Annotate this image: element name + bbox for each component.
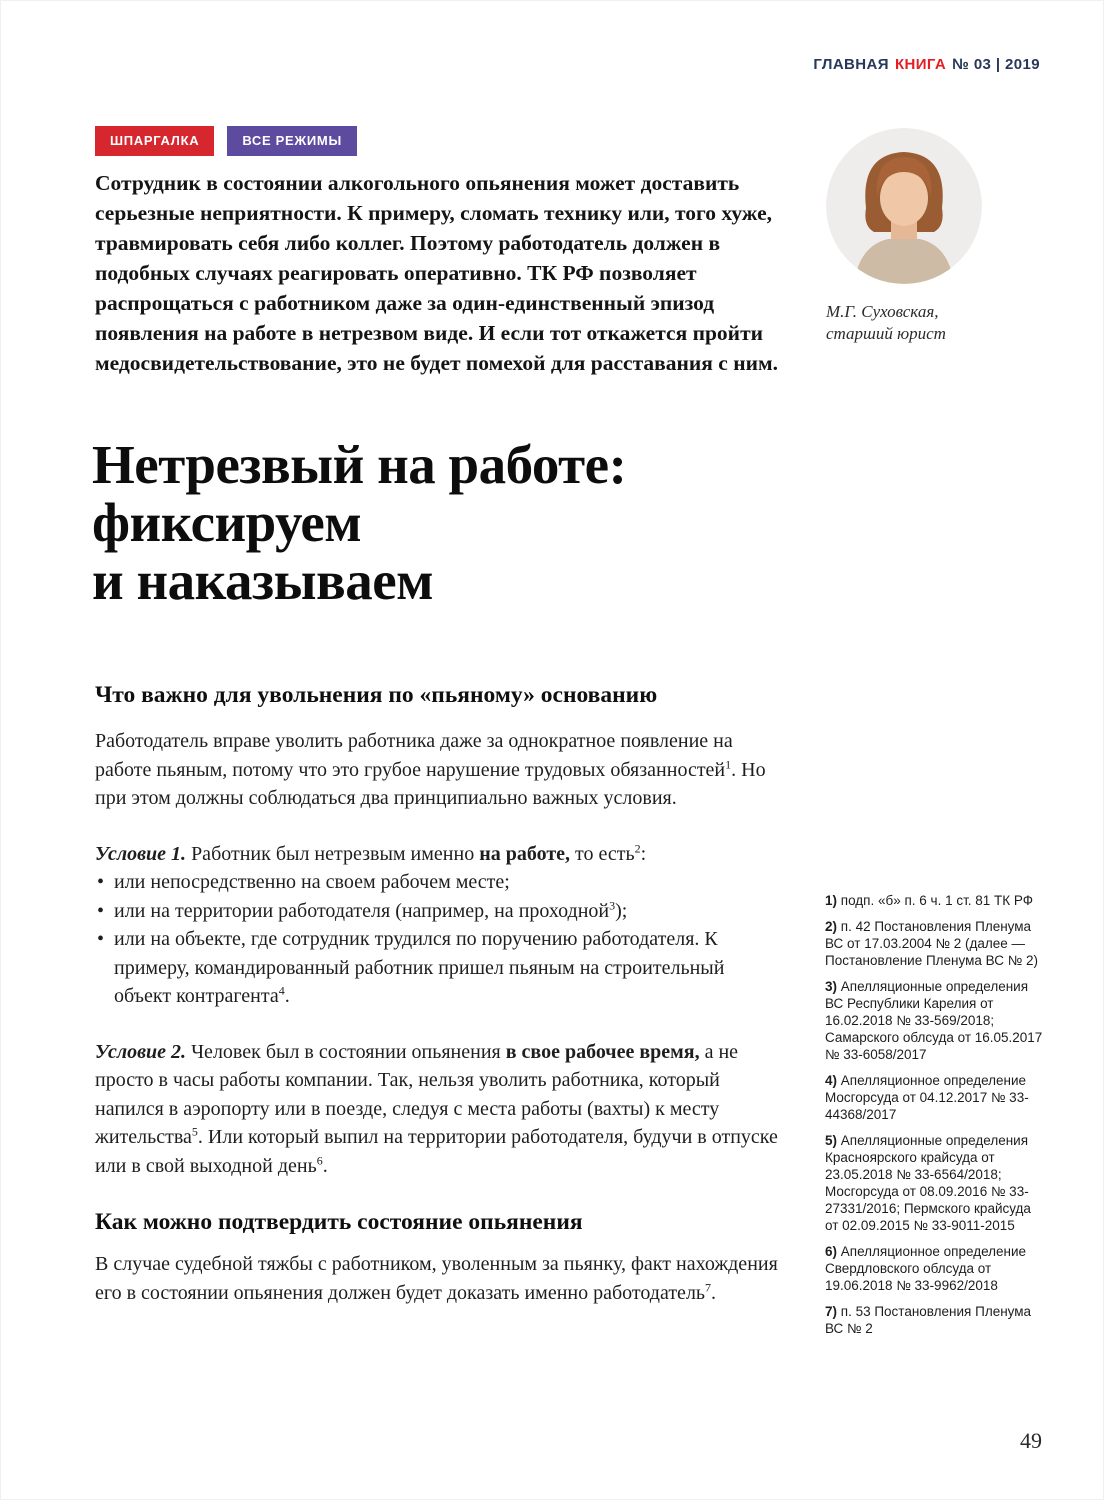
footnote <box>825 1132 1045 1234</box>
footnote-reference: 1 <box>725 756 732 771</box>
text-segment: . <box>322 1154 328 1177</box>
text-segment: Условие 2. <box>95 1040 187 1063</box>
lead-paragraph: Сотрудник в состоянии алкогольного опьянения может доставить серьезные неприятности. К примеру, сломать технику или, того хуже, травмировать себя либо коллег. Поэтому работодатель должен в подобных случаях реагировать оперативно. ТК РФ позволяет распрощаться с работником даже за один-единственный эпизод появления на работе в нетрезвом виде. И если тот откажется пройти медосвидетельствование, это не будет помехой для расставания с ним. <box>95 171 779 375</box>
bullet-item <box>95 925 785 1011</box>
text-segment: . Но при этом должны соблюдаться два принципиально важных условия. <box>95 758 766 809</box>
footnote-reference: 7 <box>705 1279 712 1294</box>
author-role: старший юрист <box>826 324 946 343</box>
footnote-text: п. 42 Постановления Пленума ВС от 17.03.2004 № 2 (далее — Постановление Пленума ВС № 2) <box>825 919 1038 968</box>
bullet-item <box>95 868 785 897</box>
text-segment: Работодатель вправе уволить работника даже за однократное появление на работе пьяным, потому что это грубое нарушение трудовых обязанностей <box>95 730 733 781</box>
footnote-number: 3) <box>825 979 841 994</box>
bullet-item <box>95 897 785 926</box>
author-name: М.Г. Суховская, <box>826 302 939 321</box>
paragraph-condition-2 <box>95 1038 785 1181</box>
text-segment: . Или который выпил на территории работодателя, будучи в отпуске или в свой выходной день <box>95 1126 778 1177</box>
article-title <box>92 436 626 610</box>
footnote-text: п. 53 Постановления Пленума ВС № 2 <box>825 1304 1032 1336</box>
footnotes-sidebar <box>825 892 1045 1346</box>
paragraph-condition-1 <box>95 840 785 869</box>
footnote-number: 1) <box>825 893 841 908</box>
article-title-line2: фиксируем <box>92 492 362 553</box>
footnote <box>825 1303 1045 1337</box>
brand-name-primary: ГЛАВНАЯ <box>813 56 889 73</box>
footnote-reference: 6 <box>316 1152 323 1167</box>
author-caption <box>826 301 1044 345</box>
footnote-reference: 3 <box>609 897 616 912</box>
text-segment: или на территории работодателя (например, на проходной <box>114 899 610 922</box>
footnote <box>825 918 1045 969</box>
footnote <box>825 978 1045 1063</box>
footnote-number: 6) <box>825 1244 841 1259</box>
footnote-text: Апелляционные определения Красноярского крайсуда от 23.05.2018 № 33-6564/2018; Мосгорсуда от 08.09.2016 № 33-27331/2016; Пермского крайсуда от 02.09.2015 № 33-9011-2015 <box>825 1133 1031 1233</box>
text-segment: Условие 1. <box>95 842 187 865</box>
text-segment: . <box>711 1281 717 1304</box>
footnote-number: 2) <box>825 919 841 934</box>
paragraph-dismissal-intro <box>95 727 785 813</box>
text-segment: . <box>284 985 290 1007</box>
masthead <box>813 56 1040 73</box>
footnote <box>825 1243 1045 1294</box>
footnote-number: 5) <box>825 1133 841 1148</box>
text-segment: на работе, <box>479 842 571 865</box>
issue-number: № 03 | 2019 <box>952 56 1040 73</box>
text-segment: или непосредственно на своем рабочем месте; <box>114 871 510 893</box>
text-segment: в свое рабочее время, <box>505 1040 700 1063</box>
text-segment: Работник был нетрезвым именно <box>186 842 480 865</box>
article-title-line3: и наказываем <box>92 550 434 611</box>
page-number: 49 <box>1020 1428 1042 1453</box>
badge-vse-rezhimy: ВСЕ РЕЖИМЫ <box>227 126 357 156</box>
text-segment: или на объекте, где сотрудник трудился по поручению работодателя. К примеру, командированный работник пришел пьяным на строительный объект контрагента <box>114 928 725 1007</box>
footnote-text: Апелляционное определение Мосгорсуда от 04.12.2017 № 33-44368/2017 <box>825 1073 1029 1122</box>
badge-shpargalka: ШПАРГАЛКА <box>95 126 214 156</box>
rubric-badges <box>95 126 357 156</box>
footnote-number: 7) <box>825 1304 841 1319</box>
footnote-text: Апелляционное определение Свердловского облсуда от 19.06.2018 № 33-9962/2018 <box>825 1244 1027 1293</box>
brand-name-accent: КНИГА <box>894 56 947 73</box>
text-segment: В случае судебной тяжбы с работником, уволенным за пьянку, факт нахождения его в состоянии опьянения должен будет доказать именно работодатель <box>95 1253 778 1304</box>
text-segment: а не просто в часы работы компании. Так, нельзя уволить работника, который напился в аэропорту или в поезде, следуя с места работы (вахты) к месту жительства <box>95 1040 739 1148</box>
footnote <box>825 892 1045 909</box>
text-segment: ); <box>615 899 628 922</box>
author-block <box>826 128 1044 345</box>
footnote-reference: 4 <box>278 983 285 998</box>
footnote-number: 4) <box>825 1073 841 1088</box>
text-segment: : <box>640 842 647 865</box>
section-heading-proof: Как можно подтвердить состояние опьянения <box>95 1209 583 1235</box>
author-photo <box>826 128 982 284</box>
footnote-reference: 5 <box>191 1124 198 1139</box>
section-heading-dismissal: Что важно для увольнения по «пьяному» основанию <box>95 682 658 708</box>
text-segment: Человек был в состоянии опьянения <box>186 1040 506 1063</box>
paragraph-proof-intro <box>95 1250 785 1307</box>
footnote-reference: 2 <box>634 840 641 855</box>
footnote <box>825 1072 1045 1123</box>
article-title-line1: Нетрезвый на работе: <box>92 434 627 495</box>
footnote-text: Апелляционные определения ВС Республики Карелия от 16.02.2018 № 33-569/2018; Самарского облсуда от 16.05.2017 № 33-6058/2017 <box>825 979 1043 1062</box>
text-segment: то есть <box>570 842 635 865</box>
footnote-text: подп. «б» п. 6 ч. 1 ст. 81 ТК РФ <box>840 893 1034 908</box>
article-body <box>95 680 785 1334</box>
condition-1-bullet-list <box>95 868 785 1011</box>
